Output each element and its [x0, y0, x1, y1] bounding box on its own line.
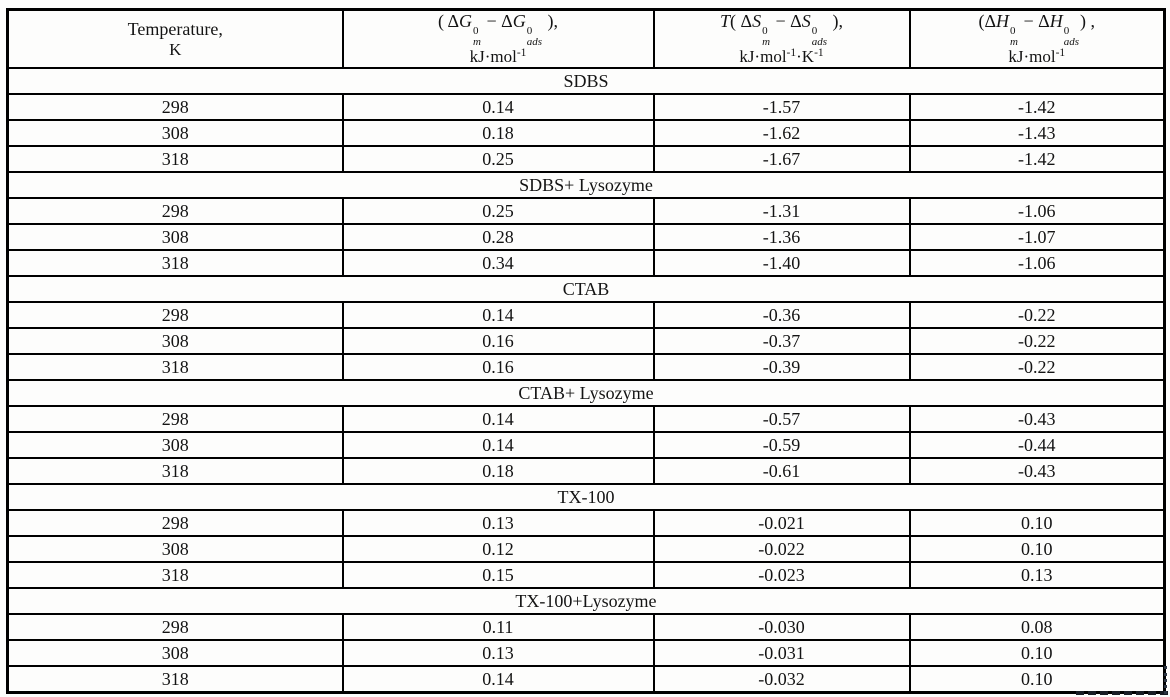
- table-row: [8, 406, 1165, 432]
- cell-gibbs-diff: 0.13: [343, 510, 654, 536]
- cell-temperature: 308: [8, 536, 343, 562]
- cell-enthalpy-diff: 0.13: [910, 562, 1165, 588]
- table-row: [8, 458, 1165, 484]
- table-row: [8, 640, 1165, 666]
- table-row: [8, 198, 1165, 224]
- cell-entropy-diff: -0.59: [654, 432, 910, 458]
- column-unit: kJ·mol$^{-1}$: [1008, 47, 1066, 67]
- section-row: [8, 380, 1165, 406]
- cell-entropy-diff: -0.030: [654, 614, 910, 640]
- section-header-label: TX-100+Lysozyme: [8, 588, 1165, 614]
- cell-entropy-diff: -1.57: [654, 94, 910, 120]
- table-row: [8, 562, 1165, 588]
- table-row: [8, 328, 1165, 354]
- section-header-label: CTAB+ Lysozyme: [8, 380, 1165, 406]
- table-row: [8, 120, 1165, 146]
- section-header-label: TX-100: [8, 484, 1165, 510]
- column-title: Temperature,: [127, 18, 223, 39]
- section-header-label: SDBS: [8, 68, 1165, 94]
- cell-temperature: 298: [8, 302, 343, 328]
- cell-gibbs-diff: 0.18: [343, 458, 654, 484]
- cell-entropy-diff: -0.022: [654, 536, 910, 562]
- column-title: ( ΔG 0 m − ΔG 0 ads ),: [437, 11, 559, 48]
- cell-gibbs-diff: 0.14: [343, 406, 654, 432]
- section-row: [8, 172, 1165, 198]
- cell-entropy-diff: -0.032: [654, 666, 910, 693]
- cell-temperature: 308: [8, 224, 343, 250]
- table-row: [8, 94, 1165, 120]
- column-header-gibbs-diff: [343, 10, 654, 69]
- column-header-temperature: [8, 10, 343, 69]
- cell-entropy-diff: -1.31: [654, 198, 910, 224]
- column-title: (ΔH 0 m − ΔH 0 ads ) ,: [978, 11, 1096, 48]
- cell-temperature: 308: [8, 640, 343, 666]
- column-unit: kJ·mol$^{-1}$: [469, 47, 527, 67]
- cell-temperature: 308: [8, 432, 343, 458]
- cell-enthalpy-diff: -0.22: [910, 302, 1165, 328]
- cell-entropy-diff: -0.36: [654, 302, 910, 328]
- cell-gibbs-diff: 0.13: [343, 640, 654, 666]
- table-row: [8, 614, 1165, 640]
- table-row: [8, 146, 1165, 172]
- header-row: [8, 10, 1165, 69]
- column-unit: $kJ\cdot mol^{-1}\cdot K^{-1}$: [739, 47, 824, 67]
- cell-enthalpy-diff: -1.43: [910, 120, 1165, 146]
- cell-gibbs-diff: 0.15: [343, 562, 654, 588]
- cell-temperature: 308: [8, 328, 343, 354]
- cell-enthalpy-diff: -0.44: [910, 432, 1165, 458]
- cell-enthalpy-diff: 0.10: [910, 510, 1165, 536]
- cell-temperature: 308: [8, 120, 343, 146]
- cell-temperature: 298: [8, 406, 343, 432]
- cell-entropy-diff: -0.37: [654, 328, 910, 354]
- table-row: [8, 354, 1165, 380]
- cell-entropy-diff: -0.57: [654, 406, 910, 432]
- cell-gibbs-diff: 0.28: [343, 224, 654, 250]
- cell-enthalpy-diff: -0.22: [910, 354, 1165, 380]
- cell-enthalpy-diff: -0.43: [910, 458, 1165, 484]
- section-row: [8, 276, 1165, 302]
- cell-enthalpy-diff: -1.42: [910, 146, 1165, 172]
- cell-temperature: 318: [8, 354, 343, 380]
- cell-enthalpy-diff: -1.06: [910, 198, 1165, 224]
- cell-gibbs-diff: 0.14: [343, 432, 654, 458]
- section-row: [8, 484, 1165, 510]
- table-row: [8, 666, 1165, 693]
- cell-gibbs-diff: 0.34: [343, 250, 654, 276]
- cell-enthalpy-diff: 0.10: [910, 666, 1165, 693]
- cell-entropy-diff: -1.67: [654, 146, 910, 172]
- table-body: [8, 10, 1165, 693]
- thermodynamic-parameters-table: [6, 8, 1166, 694]
- table-row: [8, 536, 1165, 562]
- cell-gibbs-diff: 0.16: [343, 354, 654, 380]
- cell-entropy-diff: -1.40: [654, 250, 910, 276]
- cell-temperature: 298: [8, 614, 343, 640]
- cell-entropy-diff: -0.023: [654, 562, 910, 588]
- column-title: T( ΔS 0 m − ΔS 0 ads ),: [719, 11, 844, 48]
- scan-artifact-dotted-line: [1164, 666, 1167, 694]
- scan-artifact-dashed-line: [1076, 691, 1168, 695]
- cell-enthalpy-diff: -1.06: [910, 250, 1165, 276]
- cell-temperature: 298: [8, 94, 343, 120]
- cell-gibbs-diff: 0.12: [343, 536, 654, 562]
- cell-entropy-diff: -0.031: [654, 640, 910, 666]
- cell-gibbs-diff: 0.25: [343, 146, 654, 172]
- cell-temperature: 318: [8, 562, 343, 588]
- column-header-entropy-diff: [654, 10, 910, 69]
- cell-enthalpy-diff: -0.43: [910, 406, 1165, 432]
- cell-enthalpy-diff: -1.42: [910, 94, 1165, 120]
- column-unit: K: [169, 39, 182, 59]
- cell-temperature: 318: [8, 146, 343, 172]
- cell-gibbs-diff: 0.14: [343, 94, 654, 120]
- cell-entropy-diff: -0.021: [654, 510, 910, 536]
- cell-gibbs-diff: 0.16: [343, 328, 654, 354]
- cell-enthalpy-diff: 0.08: [910, 614, 1165, 640]
- cell-enthalpy-diff: -1.07: [910, 224, 1165, 250]
- section-row: [8, 588, 1165, 614]
- cell-gibbs-diff: 0.14: [343, 302, 654, 328]
- section-row: [8, 68, 1165, 94]
- cell-entropy-diff: -0.61: [654, 458, 910, 484]
- section-header-label: SDBS+ Lysozyme: [8, 172, 1165, 198]
- cell-entropy-diff: -1.36: [654, 224, 910, 250]
- table-row: [8, 302, 1165, 328]
- cell-enthalpy-diff: 0.10: [910, 536, 1165, 562]
- cell-temperature: 318: [8, 458, 343, 484]
- cell-gibbs-diff: 0.11: [343, 614, 654, 640]
- table-row: [8, 510, 1165, 536]
- section-header-label: CTAB: [8, 276, 1165, 302]
- cell-enthalpy-diff: -0.22: [910, 328, 1165, 354]
- column-header-enthalpy-diff: [910, 10, 1165, 69]
- cell-entropy-diff: -0.39: [654, 354, 910, 380]
- cell-temperature: 298: [8, 510, 343, 536]
- table-row: [8, 432, 1165, 458]
- cell-temperature: 318: [8, 666, 343, 693]
- cell-gibbs-diff: 0.14: [343, 666, 654, 693]
- cell-gibbs-diff: 0.25: [343, 198, 654, 224]
- table-row: [8, 250, 1165, 276]
- cell-enthalpy-diff: 0.10: [910, 640, 1165, 666]
- cell-entropy-diff: -1.62: [654, 120, 910, 146]
- cell-temperature: 318: [8, 250, 343, 276]
- table-row: [8, 224, 1165, 250]
- cell-gibbs-diff: 0.18: [343, 120, 654, 146]
- cell-temperature: 298: [8, 198, 343, 224]
